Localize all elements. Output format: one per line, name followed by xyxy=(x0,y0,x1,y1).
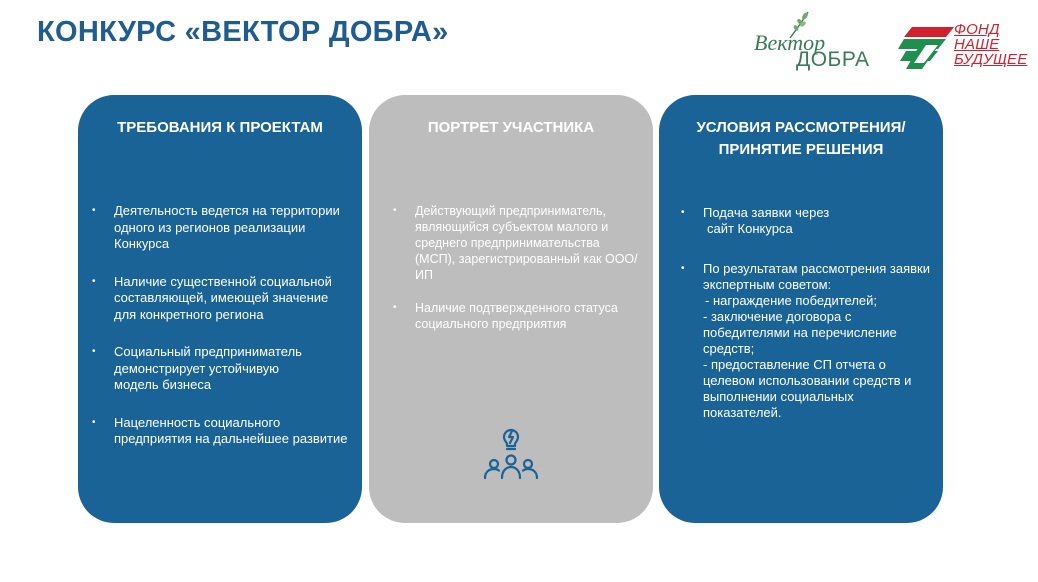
list-item-line: - заключение договора с победителями на перечисление средств; xyxy=(703,309,897,356)
card-title: ТРЕБОВАНИЯ К ПРОЕКТАМ xyxy=(117,119,323,136)
fond-emblem-icon xyxy=(898,25,956,71)
list-item: • Действующий предприниматель, являющийся субъектом малого и среднего предпринимательства (МСП), зарегистрированный как ООО/ИП xyxy=(393,203,641,283)
list-item xyxy=(681,261,933,421)
list-item-line: - награждение победителей; xyxy=(705,293,878,308)
fond-word-1: ФОНД xyxy=(954,21,1000,38)
logo-dobra-text: ДОБРА xyxy=(796,48,870,71)
requirements-list xyxy=(92,203,350,448)
list-item: • Социальный предприниматель демонстрирует устойчивую xyxy=(92,344,350,377)
list-item-line: сайт Конкурса xyxy=(707,221,793,236)
review-conditions-card xyxy=(659,95,943,523)
fond-word-2: НАШЕ xyxy=(954,36,1000,53)
people-lightbulb-icon xyxy=(479,423,543,487)
list-item: модель бизнеса xyxy=(114,377,212,392)
list-item-line: - предоставление СП отчета о целевом использовании средств и выполнении социальных показателей. xyxy=(703,357,912,420)
page-title: КОНКУРС «ВЕКТОР ДОБРА» xyxy=(37,16,449,48)
participant-portrait-card xyxy=(369,95,653,523)
card-title-line: УСЛОВИЯ РАССМОТРЕНИЯ/ xyxy=(696,119,906,136)
portrait-list xyxy=(393,203,641,332)
list-item: • Наличие существенной социальной составляющей, имеющей значение для конкретного региона xyxy=(92,274,350,324)
card-title xyxy=(669,117,933,161)
list-item: • Деятельность ведется на территории одного из регионов реализации Конкурса xyxy=(92,203,350,253)
list-item: • Нацеленность социального предприятия на дальнейшее развитие xyxy=(92,415,350,448)
conditions-list xyxy=(681,205,933,421)
list-item-line: • По результатам рассмотрения заявки экспертным советом: xyxy=(703,261,931,292)
logo-script-text: Вектор xyxy=(754,30,826,55)
fond-word-3: БУДУЩЕЕ xyxy=(954,51,1028,68)
list-item: • Наличие подтвержденного статуса социального предприятия xyxy=(393,300,641,332)
card-title: ПОРТРЕТ УЧАСТНИКА xyxy=(427,119,595,136)
requirements-card xyxy=(78,95,362,523)
fond-words xyxy=(954,22,1027,67)
list-item xyxy=(681,205,933,237)
fond-nashe-budushee-logo xyxy=(898,22,1033,74)
vector-dobra-logo xyxy=(752,10,882,74)
card-title-line: ПРИНЯТИЕ РЕШЕНИЯ xyxy=(718,141,884,158)
list-item-line: • Подача заявки через xyxy=(703,205,830,220)
